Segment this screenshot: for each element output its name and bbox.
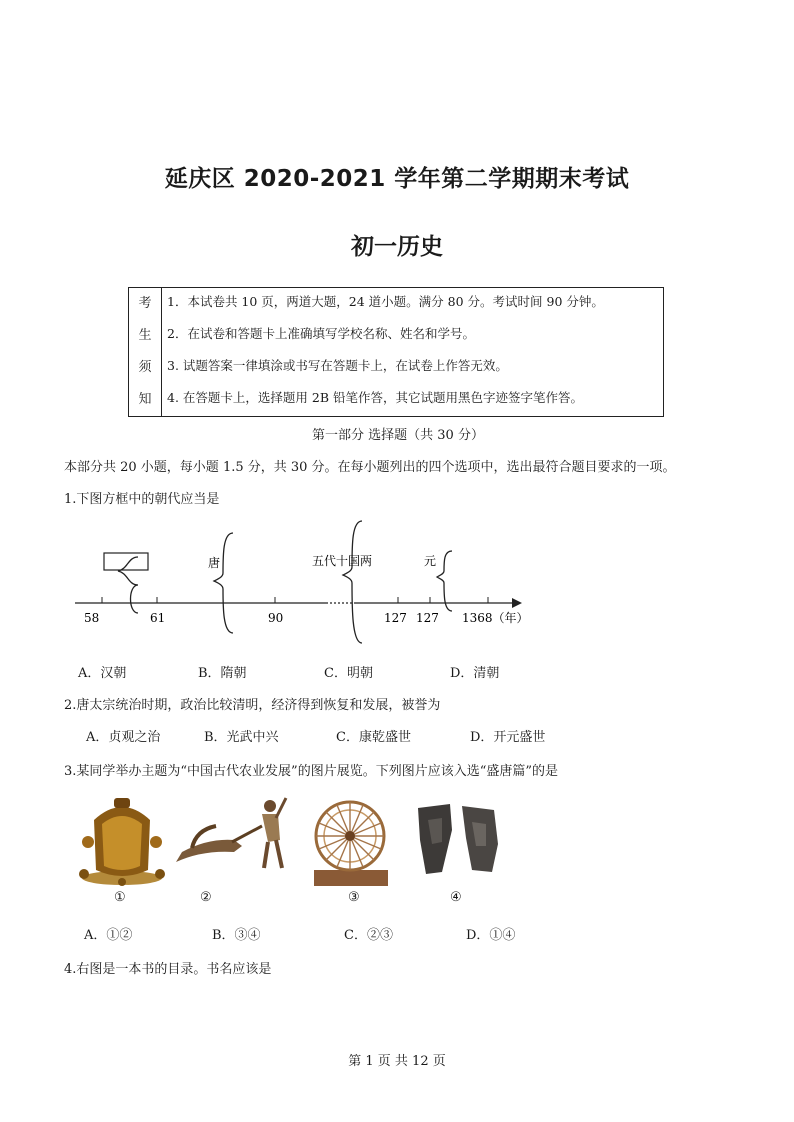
q1-timeline-diagram (60, 515, 530, 650)
notice-label-char: 考 (138, 296, 152, 311)
question-4-stem: 4.右图是一本书的目录。书名应该是 (64, 962, 272, 977)
q3-picture-number: ① (114, 890, 126, 905)
q1-option-b[interactable]: B．隋朝 (198, 666, 247, 681)
notice-label-char: 须 (138, 360, 152, 375)
q3-picture-waterwheel (310, 794, 392, 888)
answer-box (104, 553, 148, 570)
timeline-tick-label: 61 (150, 611, 166, 625)
timeline-tick-label: 90 (268, 611, 284, 625)
timeline-tick-label: 127 (384, 611, 407, 625)
q2-option-b[interactable]: B．光武中兴 (204, 730, 279, 745)
notice-label-char: 生 (138, 328, 152, 343)
notice-label-char: 知 (138, 392, 152, 407)
notice-item: 1．本试卷共 10 页，两道大题，24 道小题。满分 80 分。考试时间 90 分钟。 (167, 294, 604, 309)
timeline-label-top: 元 (424, 554, 437, 568)
q3-picture-iron-tools (412, 800, 504, 878)
q3-option-b[interactable]: B．③④ (212, 928, 261, 943)
q2-option-a[interactable]: A．贞观之治 (86, 730, 161, 745)
q3-option-a[interactable]: A．①② (84, 928, 133, 943)
dynasty-brace (214, 533, 233, 633)
timeline-tick-label: 1368（年） (462, 611, 529, 625)
q3-picture-number: ③ (348, 890, 360, 905)
notice-item: 2．在试卷和答题卡上准确填写学校名称、姓名和学号。 (167, 326, 475, 341)
q3-picture-bronze-vessel (74, 790, 170, 888)
page-number: 第 1 页 共 12 页 (348, 1054, 446, 1069)
question-3-stem: 3.某同学举办主题为“中国古代农业发展”的图片展览。下列图片应该入选“盛唐篇”的是 (64, 764, 558, 779)
q1-option-d[interactable]: D．清朝 (450, 666, 500, 681)
question-2-stem: 2.唐太宗统治时期，政治比较清明，经济得到恢复和发展，被誉为 (64, 698, 441, 713)
notice-item: 4. 在答题卡上，选择题用 2B 铅笔作答，其它试题用黑色字迹签字笔作答。 (167, 390, 583, 405)
timeline-tick-label: 127 (416, 611, 439, 625)
dynasty-brace (118, 557, 138, 613)
timeline-label-top: 唐 (208, 556, 221, 570)
dynasty-brace (437, 551, 452, 611)
section-title: 第一部分 选择题（共 30 分） (312, 428, 484, 443)
timeline-arrow (512, 598, 522, 608)
subject-title: 初一历史 (351, 234, 443, 260)
q3-picture-number: ④ (450, 890, 462, 905)
q3-option-c[interactable]: C．②③ (344, 928, 393, 943)
q1-option-a[interactable]: A．汉朝 (78, 666, 127, 681)
notice-label-column (129, 288, 162, 416)
notice-item: 3. 试题答案一律填涂或书写在答题卡上，在试卷上作答无效。 (167, 358, 508, 373)
timeline-tick-label: 58 (84, 611, 100, 625)
question-1-stem: 1.下图方框中的朝代应当是 (64, 492, 220, 507)
exam-title: 延庆区 2020-2021 学年第二学期期末考试 (164, 166, 630, 192)
q3-picture-number: ② (200, 890, 212, 905)
q1-option-c[interactable]: C．明朝 (324, 666, 373, 681)
q2-option-c[interactable]: C．康乾盛世 (336, 730, 411, 745)
q3-option-d[interactable]: D．①④ (466, 928, 516, 943)
dynasty-brace (343, 521, 362, 643)
timeline-label-top: 五代十国两 (312, 554, 373, 568)
exam-notice-box (128, 287, 664, 417)
q3-picture-plough (172, 790, 296, 872)
section-instructions: 本部分共 20 小题，每小题 1.5 分，共 30 分。在每小题列出的四个选项中，选出最符合题目要求的一项。 (64, 460, 676, 475)
q2-option-d[interactable]: D．开元盛世 (470, 730, 546, 745)
